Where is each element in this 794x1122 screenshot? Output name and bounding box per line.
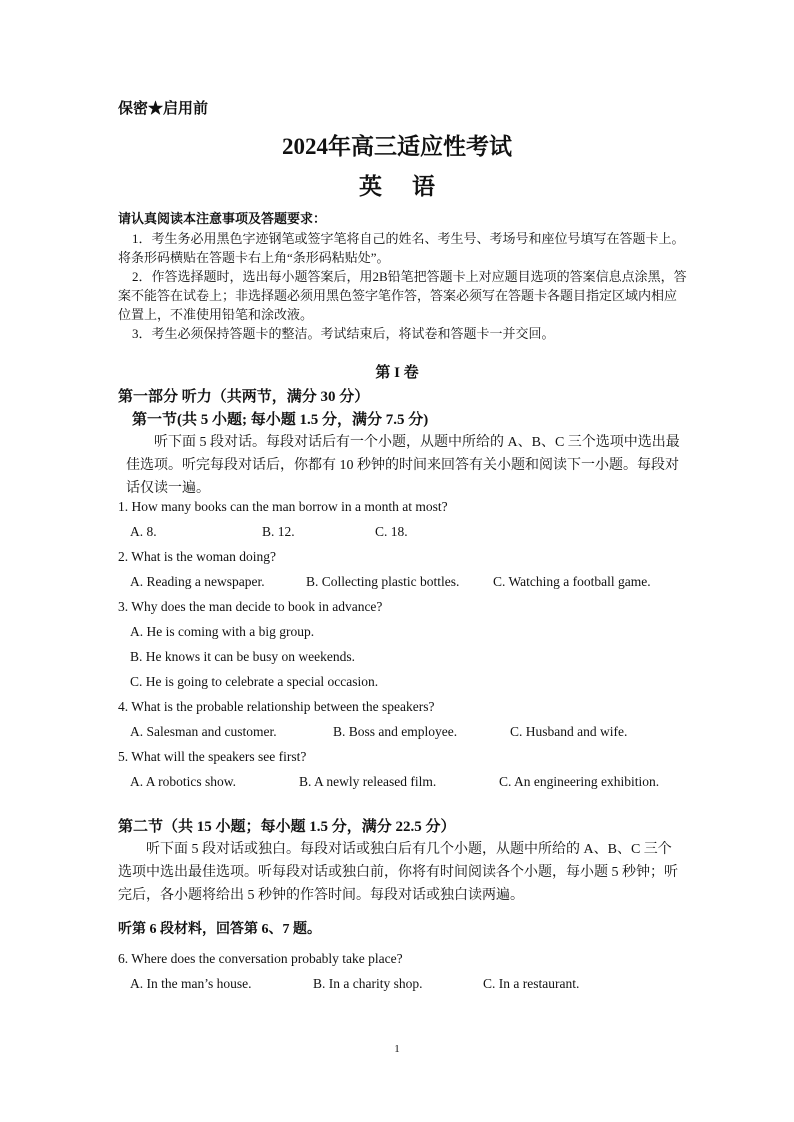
notice-item-3: 3．考生必须保持答题卡的整洁。考试结束后，将试卷和答题卡一并交回。 — [132, 326, 555, 341]
confidential-label: 保密★启用前 — [118, 101, 209, 117]
question-1-option-c: C. 18. — [375, 524, 408, 539]
notice-item-2: 2．作答选择题时，选出每小题答案后，用2B铅笔把答题卡上对应题目选项的答案信息点涂黑，答案不能答在试卷上；非选择题必须用黑色签字笔作答，答案必须写在答题卡各题目指定区域内相应位置上，不准使用铅笔和涂改液。 — [118, 269, 687, 322]
part1-heading: 第一部分 听力（共两节，满分 30 分） — [118, 389, 370, 405]
page-number: 1 — [394, 1043, 400, 1055]
question-2: 2. What is the woman doing? — [118, 549, 276, 564]
question-4-option-a: A. Salesman and customer. — [130, 724, 277, 739]
section1-instructions: 听下面 5 段对话。每段对话后有一个小题，从题中所给的 A、B、C 三个选项中选出最佳选项。听完每段对话后，你都有 10 秒钟的时间来回答有关小题和阅读下一小题。每段对话仅读一遍。 — [126, 435, 680, 496]
question-3-option-a: A. He is coming with a big group. — [130, 624, 315, 639]
question-6-option-c: C. In a restaurant. — [483, 976, 580, 991]
question-5-option-c: C. An engineering exhibition. — [499, 774, 660, 789]
question-6-option-b: B. In a charity shop. — [313, 976, 423, 991]
question-2-option-a: A. Reading a newspaper. — [130, 574, 265, 589]
question-5-option-b: B. A newly released film. — [299, 774, 437, 789]
section2-heading: 第二节（共 15 小题；每小题 1.5 分，满分 22.5 分） — [118, 819, 456, 835]
question-1-option-a: A. 8. — [130, 524, 157, 539]
question-3-option-b: B. He knows it can be busy on weekends. — [130, 649, 355, 664]
question-6-option-a: A. In the man’s house. — [130, 976, 252, 991]
question-3-option-c: C. He is going to celebrate a special occasion. — [130, 674, 379, 689]
section2-instructions: 听下面 5 段对话或独白。每段对话或独白后有几个小题，从题中所给的 A、B、C 三个选项中选出最佳选项。听每段对话或独白前，你将有时间阅读各个小题，每小题 5 秒钟；听完后，各小题将给出 5 秒钟的作答时间。每段对话或独白读两遍。 — [118, 842, 678, 903]
question-6: 6. Where does the conversation probably take place? — [118, 951, 403, 966]
material-6-heading: 听第 6 段材料，回答第 6、7 题。 — [118, 922, 321, 937]
volume-heading: 第 I 卷 — [375, 365, 419, 381]
question-4-option-c: C. Husband and wife. — [510, 724, 628, 739]
subject-title: 英语 — [359, 174, 465, 199]
question-3: 3. Why does the man decide to book in advance? — [118, 599, 383, 614]
question-1: 1. How many books can the man borrow in a month at most? — [118, 499, 448, 514]
question-2-option-c: C. Watching a football game. — [493, 574, 651, 589]
question-5: 5. What will the speakers see first? — [118, 749, 307, 764]
section1-heading: 第一节(共 5 小题; 每小题 1.5 分，满分 7.5 分) — [132, 412, 429, 428]
exam-title: 2024年高三适应性考试 — [282, 134, 512, 159]
question-5-option-a: A. A robotics show. — [130, 774, 237, 789]
notice-heading: 请认真阅读本注意事项及答题要求： — [118, 211, 327, 226]
question-4: 4. What is the probable relationship between the speakers? — [118, 699, 435, 714]
question-4-option-b: B. Boss and employee. — [333, 724, 458, 739]
question-2-option-b: B. Collecting plastic bottles. — [306, 574, 460, 589]
question-1-option-b: B. 12. — [262, 524, 295, 539]
notice-item-1: 1．考生务必用黑色字迹钢笔或签字笔将自己的姓名、考生号、考场号和座位号填写在答题卡上。将条形码横贴在答题卡右上角“条形码粘贴处”。 — [118, 231, 685, 265]
